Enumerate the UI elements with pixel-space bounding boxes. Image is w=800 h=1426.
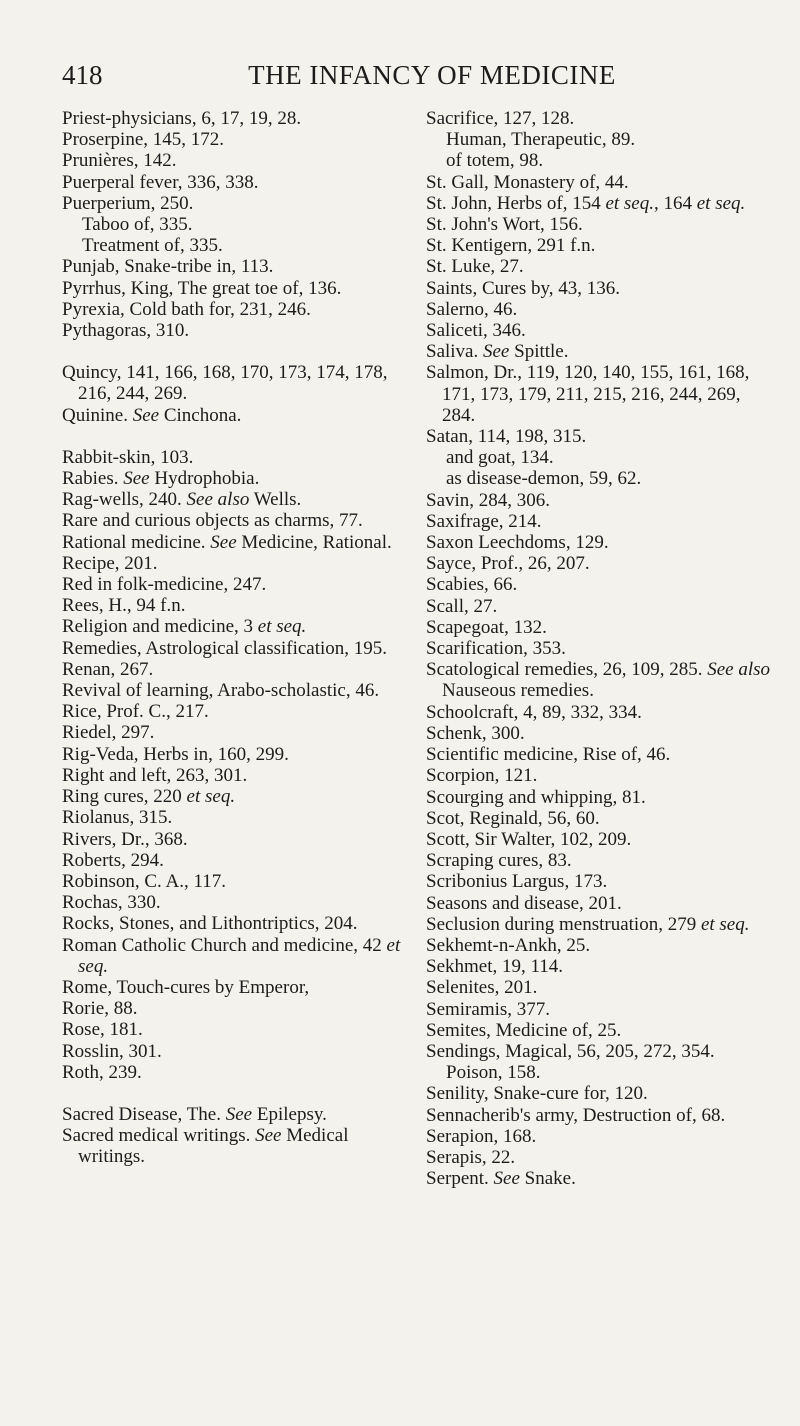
index-entry: [426, 1168, 774, 1189]
page-number: 418: [62, 60, 103, 90]
index-entry: [62, 616, 408, 637]
entry-text: Serpent.: [426, 1168, 494, 1190]
entry-text-rest: Wells.: [249, 489, 302, 511]
entry-text: Senility, Snake-cure for, 120.: [426, 1083, 648, 1105]
entry-text: Selenites, 201.: [426, 977, 538, 999]
index-entry: [62, 214, 408, 235]
entry-text: Salerno, 46.: [426, 298, 518, 320]
index-entry: [426, 765, 774, 786]
index-entry: [426, 659, 774, 701]
entry-text: Rabies.: [62, 468, 124, 490]
entry-text: Sekhmet, 19, 114.: [426, 956, 564, 978]
entry-text: Rees, H., 94 f.n.: [62, 595, 186, 617]
entry-italic: See: [255, 1125, 282, 1147]
entry-italic: See: [132, 404, 160, 426]
index-entry: [62, 595, 408, 616]
index-entry: [426, 935, 774, 956]
index-entry: [426, 532, 774, 553]
entry-italic: See: [123, 468, 150, 490]
index-entry: [426, 426, 774, 447]
entry-text: Taboo of, 335.: [82, 214, 193, 236]
entry-text-rest: Snake.: [519, 1168, 576, 1190]
entry-text: Pythagoras, 310.: [62, 320, 190, 342]
entry-text: as disease-demon, 59, 62.: [446, 468, 642, 490]
index-entry: [426, 468, 774, 489]
entry-text: Proserpine, 145, 172.: [62, 129, 225, 151]
entry-text-rest: Nauseous remedies.: [442, 680, 594, 702]
index-entry: [62, 1041, 408, 1062]
entry-text: Renan, 267.: [62, 658, 154, 680]
entry-text: Saxon Leechdoms, 129.: [426, 532, 609, 554]
index-entry: [426, 829, 774, 850]
entry-text: Scribonius Largus, 173.: [426, 871, 608, 893]
entry-text: Revival of learning, Arabo-scholastic, 46.: [62, 680, 380, 702]
index-entry: [426, 256, 774, 277]
entry-text: Riolanus, 315.: [62, 807, 173, 829]
index-entry: [62, 1062, 408, 1083]
entry-text: Sekhemt-n-Ankh, 25.: [426, 934, 591, 956]
index-entry: [62, 807, 408, 828]
index-entry: [426, 871, 774, 892]
index-entry: [426, 1147, 774, 1168]
entry-text: Rational medicine.: [62, 531, 211, 553]
entry-text: Salmon, Dr., 119, 120, 140, 155, 161, 168, 171, 173, 179, 211, 215, 216, 244, 269, 284.: [426, 362, 750, 426]
entry-text: Roman Catholic Church and medicine, 42: [62, 934, 387, 956]
entry-text-rest: Spittle.: [509, 341, 569, 363]
index-entry: [62, 489, 408, 510]
index-entry: [426, 490, 774, 511]
index-entry: [62, 108, 408, 129]
entry-text: Semites, Medicine of, 25.: [426, 1019, 622, 1041]
index-entry: [62, 172, 408, 193]
entry-text: Sacred Disease, The.: [62, 1103, 226, 1125]
entry-italic: See also: [707, 659, 771, 681]
entry-text: Saxifrage, 214.: [426, 510, 542, 532]
index-entry: [426, 596, 774, 617]
index-entry: [426, 235, 774, 256]
entry-text: Riedel, 297.: [62, 722, 155, 744]
index-entry: [62, 532, 408, 553]
index-entry: [426, 1020, 774, 1041]
index-entry: [426, 1105, 774, 1126]
index-entry: [426, 511, 774, 532]
entry-text: Scourging and whipping, 81.: [426, 786, 646, 808]
entry-text: Seclusion during menstruation, 279: [426, 913, 701, 935]
entry-text: Scapegoat, 132.: [426, 616, 547, 638]
entry-text: Sendings, Magical, 56, 205, 272, 354.: [426, 1040, 715, 1062]
index-entry: [426, 1041, 774, 1062]
entry-text-rest: Cinchona.: [159, 404, 242, 426]
entry-text: St. Kentigern, 291 f.n.: [426, 235, 596, 257]
index-entry: [62, 722, 408, 743]
index-entry: [62, 278, 408, 299]
index-entry: [62, 871, 408, 892]
index-entry: [62, 1019, 408, 1040]
entry-text: Puerperal fever, 336, 338.: [62, 171, 259, 193]
entry-text: Rorie, 88.: [62, 998, 138, 1020]
index-entry: [426, 744, 774, 765]
entry-text: and goat, 134.: [446, 447, 554, 469]
index-entry: [62, 447, 408, 468]
index-entry: [426, 214, 774, 235]
index-entry: [62, 659, 408, 680]
entry-italic: et seq.: [605, 192, 654, 214]
entry-italic: See also: [186, 489, 250, 511]
index-entry: [62, 977, 408, 998]
entry-text: Rose, 181.: [62, 1019, 143, 1041]
entry-italic: et seq.: [700, 913, 750, 935]
index-entry: [62, 129, 408, 150]
entry-italic: et seq.: [257, 616, 307, 638]
entry-text: Schenk, 300.: [426, 722, 525, 744]
index-entry: [62, 1104, 408, 1125]
index-entry: [62, 638, 408, 659]
entry-text: Poison, 158.: [446, 1062, 541, 1084]
entry-text-rest: Epilepsy.: [252, 1103, 327, 1125]
entry-text: St. Luke, 27.: [426, 256, 524, 278]
entry-text: Human, Therapeutic, 89.: [446, 129, 636, 151]
index-entry: [426, 850, 774, 871]
index-entry: [62, 1125, 408, 1167]
entry-text: Recipe, 201.: [62, 552, 158, 574]
entry-text: St. John's Wort, 156.: [426, 214, 583, 236]
index-entry: [426, 341, 774, 362]
index-entry: [62, 935, 408, 977]
entry-text: Rochas, 330.: [62, 892, 161, 914]
entry-text: Rosslin, 301.: [62, 1040, 162, 1062]
index-entry: [426, 702, 774, 723]
index-entry: [426, 1126, 774, 1147]
index-entry: [426, 617, 774, 638]
index-entry: [426, 723, 774, 744]
entry-text: Serapis, 22.: [426, 1146, 516, 1168]
entry-italic: et seq.: [696, 192, 746, 214]
index-entry: [62, 892, 408, 913]
index-entry: [62, 405, 408, 426]
entry-italic: See: [493, 1168, 520, 1190]
index-entry: [426, 129, 774, 150]
entry-text: Satan, 114, 198, 315.: [426, 426, 587, 448]
entry-text: Scarification, 353.: [426, 638, 566, 660]
index-entry: [62, 850, 408, 871]
page-header: [62, 58, 742, 98]
index-entry: [62, 680, 408, 701]
entry-text: Rag-wells, 240.: [62, 489, 187, 511]
entry-text: St. John, Herbs of, 154: [426, 192, 606, 214]
entry-text: Prunières, 142.: [62, 150, 177, 172]
index-entry: [62, 786, 408, 807]
entry-text: Remedies, Astrological classification, 195.: [62, 637, 388, 659]
entry-text: Ring cures, 220: [62, 786, 187, 808]
index-entry: [426, 362, 774, 426]
index-entry: [62, 574, 408, 595]
running-title: THE INFANCY OF MEDICINE: [248, 60, 616, 90]
entry-text: Schoolcraft, 4, 89, 332, 334.: [426, 701, 642, 723]
entry-text: Roberts, 294.: [62, 849, 164, 871]
entry-text: Robinson, C. A., 117.: [62, 870, 226, 892]
index-entry: [426, 574, 774, 595]
index-entry: [426, 447, 774, 468]
index-entry: [426, 320, 774, 341]
index-entry: [426, 1062, 774, 1083]
index-entry: [426, 108, 774, 129]
entry-text: Scraping cures, 83.: [426, 850, 572, 872]
index-entry: [62, 468, 408, 489]
index-column-left: [62, 108, 408, 1168]
entry-text: Saliceti, 346.: [426, 320, 526, 342]
entry-text: Religion and medicine, 3: [62, 616, 258, 638]
entry-text: Scabies, 66.: [426, 574, 518, 596]
index-entry: [426, 999, 774, 1020]
index-entry: [426, 977, 774, 998]
entry-text: St. Gall, Monastery of, 44.: [426, 171, 629, 193]
index-entry: [426, 1083, 774, 1104]
index-entry: [62, 913, 408, 934]
entry-text: Rare and curious objects as charms, 77.: [62, 510, 363, 532]
entry-text: Rabbit-skin, 103.: [62, 446, 194, 468]
entry-text: Savin, 284, 306.: [426, 489, 551, 511]
entry-text: Quincy, 141, 166, 168, 170, 173, 174, 178, 216, 244, 269.: [62, 362, 388, 405]
index-entry: [62, 510, 408, 531]
entry-text-rest: Medicine, Rational.: [236, 531, 392, 553]
index-entry: [426, 914, 774, 935]
entry-text: Semiramis, 377.: [426, 998, 551, 1020]
index-entry: [62, 235, 408, 256]
index-column-right: [426, 108, 774, 1189]
index-entry: [426, 638, 774, 659]
entry-text: Sayce, Prof., 26, 207.: [426, 553, 590, 575]
entry-text: Scot, Reginald, 56, 60.: [426, 807, 600, 829]
entry-italic: See: [483, 341, 510, 363]
entry-text: Saints, Cures by, 43, 136.: [426, 277, 621, 299]
index-entry: [426, 150, 774, 171]
index-entry: [426, 893, 774, 914]
entry-text-rest: , 164: [654, 192, 697, 214]
entry-text: Sennacherib's army, Destruction of, 68.: [426, 1104, 726, 1126]
entry-text: Sacred medical writings.: [62, 1125, 256, 1147]
entry-italic: See: [225, 1103, 253, 1125]
index-entry: [426, 808, 774, 829]
index-entry: [426, 299, 774, 320]
entry-text: Right and left, 263, 301.: [62, 764, 248, 786]
entry-text: Roth, 239.: [62, 1061, 142, 1083]
entry-text: Scorpion, 121.: [426, 765, 538, 787]
entry-text-rest: Hydrophobia.: [149, 468, 260, 490]
index-entry: [62, 744, 408, 765]
entry-text: of totem, 98.: [446, 150, 544, 172]
index-entry: [62, 829, 408, 850]
entry-italic: et seq.: [186, 786, 236, 808]
entry-text: Rice, Prof. C., 217.: [62, 701, 209, 723]
entry-italic: et seq.: [78, 934, 401, 977]
index-entry: [62, 256, 408, 277]
index-entry: [426, 553, 774, 574]
index-entry: [62, 701, 408, 722]
entry-text: Puerperium, 250.: [62, 192, 194, 214]
index-entry: [62, 553, 408, 574]
entry-text: Sacrifice, 127, 128.: [426, 108, 575, 129]
index-entry: [426, 172, 774, 193]
index-entry: [426, 193, 774, 214]
entry-italic: See: [210, 531, 237, 553]
entry-text: Red in folk-medicine, 247.: [62, 574, 267, 596]
entry-text: Saliva.: [426, 341, 483, 363]
entry-text: Rome, Touch-cures by Emperor,: [62, 976, 310, 998]
entry-text: Rig-Veda, Herbs in, 160, 299.: [62, 743, 289, 765]
entry-text: Pyrrhus, King, The great toe of, 136.: [62, 277, 342, 299]
index-entry: [426, 956, 774, 977]
index-entry: [62, 362, 408, 404]
index-entry: [426, 787, 774, 808]
index-entry: [62, 150, 408, 171]
entry-text: Rocks, Stones, and Lithontriptics, 204.: [62, 913, 358, 935]
entry-text: Scatological remedies, 26, 109, 285.: [426, 659, 708, 681]
index-entry: [62, 765, 408, 786]
entry-text: Scall, 27.: [426, 595, 498, 617]
entry-text: Treatment of, 335.: [82, 235, 223, 257]
entry-text-rest: Medical writings.: [78, 1125, 349, 1168]
index-entry: [62, 299, 408, 320]
entry-text: Priest-physicians, 6, 17, 19, 28.: [62, 108, 302, 129]
index-entry: [426, 278, 774, 299]
entry-text: Punjab, Snake-tribe in, 113.: [62, 256, 274, 278]
entry-text: Scientific medicine, Rise of, 46.: [426, 744, 671, 766]
index-entry: [62, 320, 408, 341]
entry-text: Scott, Sir Walter, 102, 209.: [426, 828, 632, 850]
index-entry: [62, 998, 408, 1019]
entry-text: Seasons and disease, 201.: [426, 892, 622, 914]
entry-text: Rivers, Dr., 368.: [62, 828, 188, 850]
entry-text: Serapion, 168.: [426, 1125, 537, 1147]
index-entry: [62, 193, 408, 214]
entry-text: Quinine.: [62, 404, 133, 426]
entry-text: Pyrexia, Cold bath for, 231, 246.: [62, 298, 311, 320]
